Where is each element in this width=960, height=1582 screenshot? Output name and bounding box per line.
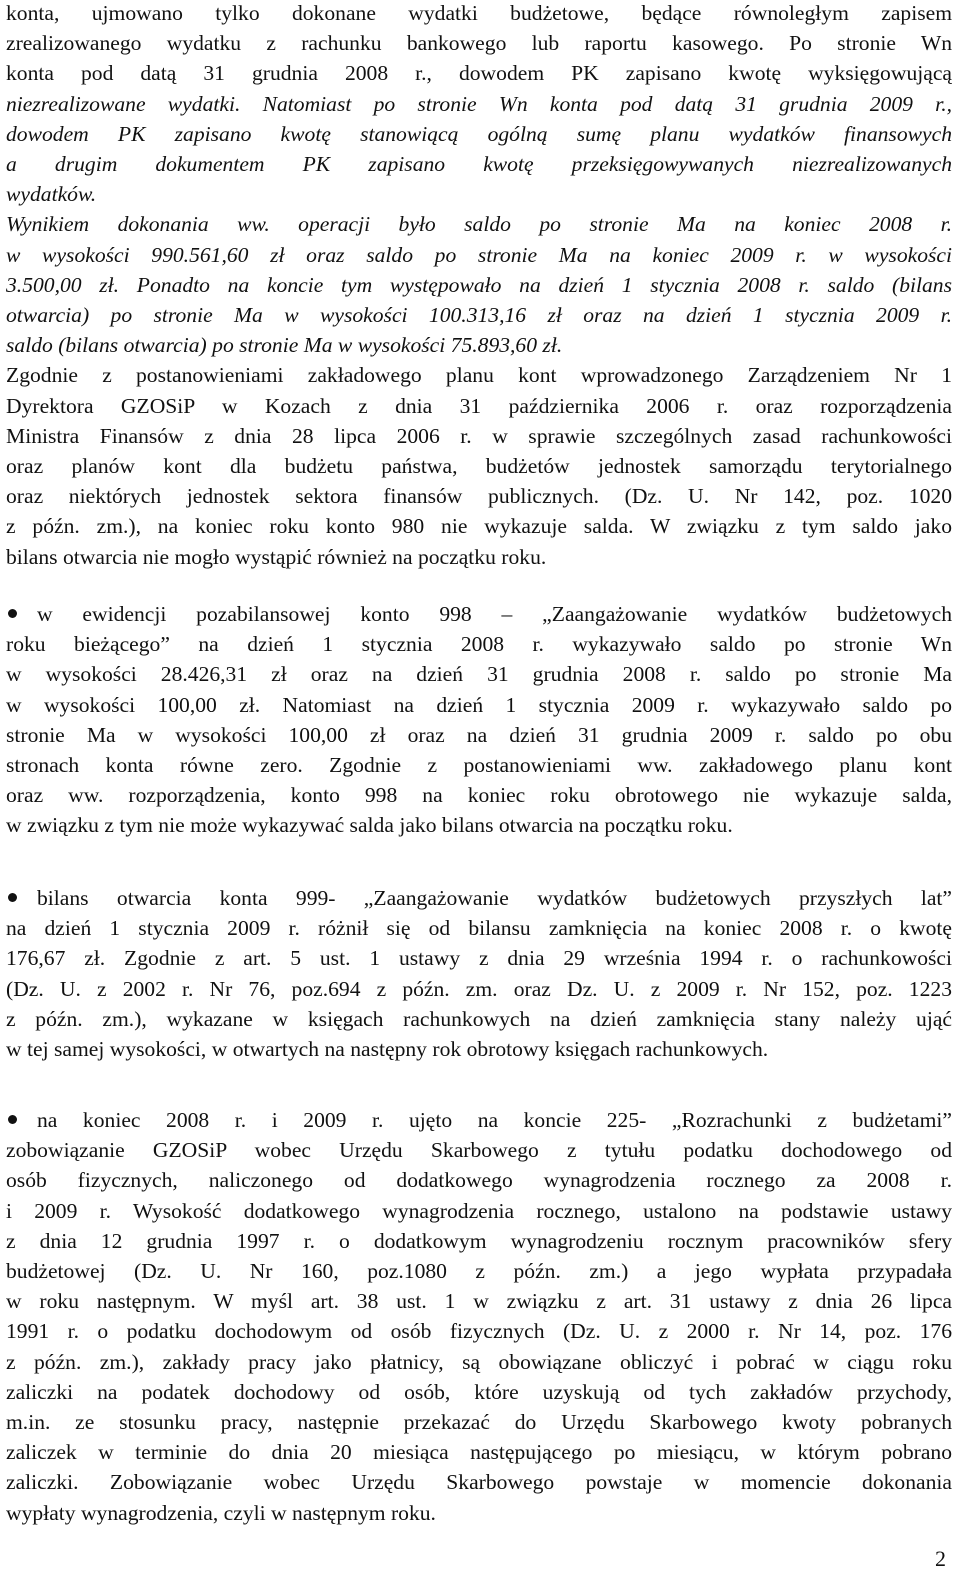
text-line: Zgodnie z postanowieniami zakładowego planu kont wprowadzonego Zarządzeniem Nr 1 [6,363,952,388]
text-line: bilans otwarcia konta 999- „Zaangażowanie wydatków budżetowych przyszłych lat” [37,886,952,910]
text-line: bilans otwarcia nie mogło wystąpić również na początku roku. [6,544,547,569]
text-line: Ministra Finansów z dnia 28 lipca 2006 r. w sprawie szczególnych zasad rachunkowości [6,423,952,448]
text-line: zaliczki. Zobowiązanie wobec Urzędu Skarbowego powstaje w momencie dokonania [6,1470,952,1495]
bullet-text [6,883,952,1064]
text-line: 1991 r. o podatku dochodowym od osób fizycznych (Dz. U. z 2000 r. Nr 14, poz. 176 [6,1319,952,1344]
intro-paragraph [6,0,952,572]
text-line: Wynikiem dokonania ww. operacji było saldo po stronie Ma na koniec 2008 r. [6,212,952,237]
bullet-item-account-998 [6,599,952,841]
text-line: Dyrektora GZOSiP w Kozach z dnia 31 października 2006 r. oraz rozporządzenia [6,393,952,418]
text-line: oraz planów kont dla budżetu państwa, budżetów jednostek samorządu terytorialnego [6,454,952,479]
text-line: oraz niektórych jednostek sektora finansów publicznych. (Dz. U. Nr 142, poz. 1020 [6,484,952,509]
text-line: m.in. ze stosunku pracy, następnie przekazać do Urzędu Skarbowego kwoty pobranych [6,1410,952,1435]
text-line: saldo (bilans otwarcia) po stronie Ma w wysokości 75.893,60 zł. [6,333,563,358]
text-line: na koniec 2008 r. i 2009 r. ujęto na koncie 225- „Rozrachunki z budżetami” [37,1108,952,1132]
text-line: z późn. zm.), zakłady pracy jako płatnicy, są obowiązane obliczyć i pobrać w ciągu roku [6,1349,952,1374]
text-line: zaliczki na podatek dochodowy od osób, które uzyskują od tych zakładów przychody, [6,1379,952,1404]
text-line: w wysokości 100,00 zł. Natomiast na dzień 1 stycznia 2009 r. wykazywało saldo po [6,692,952,717]
bullet-text [6,599,952,841]
text-line: dowodem PK zapisano kwotę stanowiącą ogólną sumę planu wydatków finansowych [6,121,952,146]
text-line: w związku z tym nie może wykazywać salda jako bilans otwarcia na początku roku. [6,813,733,838]
text-line: zrealizowanego wydatku z rachunku bankowego lub raportu kasowego. Po stronie Wn [6,31,952,56]
text-line: osób fizycznych, naliczonego od dodatkowego wynagrodzenia rocznego za 2008 r. [6,1168,952,1193]
text-line: otwarcia) po stronie Ma w wysokości 100.313,16 zł oraz na dzień 1 stycznia 2009 r. [6,303,952,328]
text-line: i 2009 r. Wysokość dodatkowego wynagrodzenia rocznego, ustalono na podstawie ustawy [6,1198,952,1223]
text-line: z późn. zm.), na koniec roku konto 980 nie wykazuje salda. W związku z tym saldo jako [6,514,952,539]
text-line: w tej samej wysokości, w otwartych na następny rok obrotowy księgach rachunkowych. [6,1037,769,1062]
bullet-text [6,1105,952,1528]
text-line: a drugim dokumentem PK zapisano kwotę przeksięgowywanych niezrealizowanych [6,152,952,177]
text-line: budżetowej (Dz. U. Nr 160, poz.1080 z późn. zm.) a jego wypłata przypadała [6,1259,952,1284]
text-line: konta pod datą 31 grudnia 2008 r., dowodem PK zapisano kwotę wyksięgowującą [6,61,952,86]
text-line: 3.500,00 zł. Ponadto na koncie tym występowało na dzień 1 stycznia 2008 r. saldo (bilans [6,272,952,297]
text-line: z dnia 12 grudnia 1997 r. o dodatkowym wynagrodzeniu rocznym pracowników sfery [6,1228,952,1253]
text-line: w ewidencji pozabilansowej konto 998 – „Zaangażowanie wydatków budżetowych [37,602,952,626]
text-line: konta, ujmowano tylko dokonane wydatki budżetowe, będące równoległym zapisem [6,1,952,25]
bullet-item-account-225 [6,1105,952,1528]
text-line: z późn. zm.), wykazane w księgach rachunkowych na dzień zamknięcia stany należy ująć [6,1006,952,1031]
text-line: w wysokości 28.426,31 zł oraz na dzień 31 grudnia 2008 r. saldo po stronie Ma [6,662,952,687]
text-line: stronie Ma w wysokości 100,00 zł oraz na dzień 31 grudnia 2009 r. saldo po obu [6,722,952,747]
text-line: stronach konta równe zero. Zgodnie z postanowieniami ww. zakładowego planu kont [6,753,952,778]
text-line: zaliczek w terminie do dnia 20 miesiąca następującego po miesiącu, w którym pobrano [6,1440,952,1465]
bullet-item-account-999 [6,883,952,1064]
page-number: 2 [935,1546,946,1571]
text-line: wydatków. [6,182,97,207]
text-line: w roku następnym. W myśl art. 38 ust. 1 w związku z art. 31 ustawy z dnia 26 lipca [6,1289,952,1314]
text-line: 176,67 zł. Zgodnie z art. 5 ust. 1 ustawy z dnia 29 września 1994 r. o rachunkowości [6,946,952,971]
text-line: niezrealizowane wydatki. Natomiast po stronie Wn konta pod datą 31 grudnia 2009 r., [6,91,952,116]
text-line: zobowiązanie GZOSiP wobec Urzędu Skarbowego z tytułu podatku dochodowego od [6,1138,952,1163]
text-line: roku bieżącego” na dzień 1 stycznia 2008 r. wykazywało saldo po stronie Wn [6,632,952,657]
text-line: (Dz. U. z 2002 r. Nr 76, poz.694 z późn. zm. oraz Dz. U. z 2009 r. Nr 152, poz. 1223 [6,976,952,1001]
text-line: oraz ww. rozporządzenia, konto 998 na koniec roku obrotowego nie wykazuje salda, [6,783,952,808]
text-line: wypłaty wynagrodzenia, czyli w następnym roku. [6,1500,436,1525]
text-line: na dzień 1 stycznia 2009 r. różnił się od bilansu zamknięcia na koniec 2008 r. o kwotę [6,916,952,941]
text-line: w wysokości 990.561,60 zł oraz saldo po stronie Ma na koniec 2009 r. w wysokości [6,242,952,267]
